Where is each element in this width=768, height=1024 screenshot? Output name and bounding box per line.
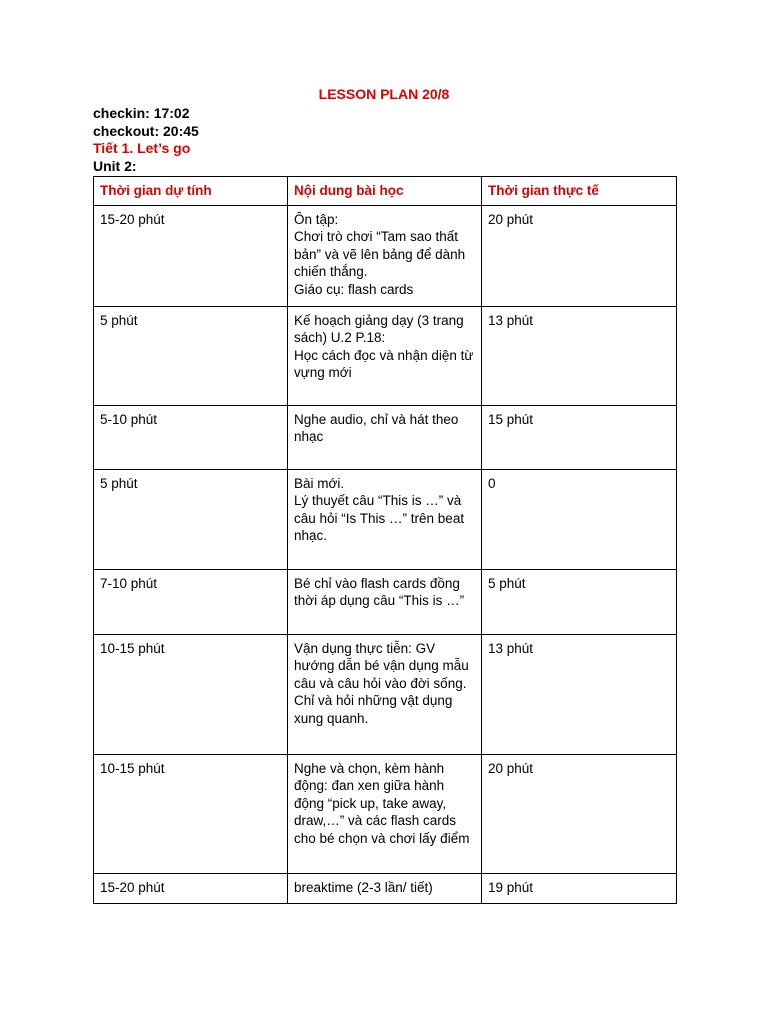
table-row xyxy=(94,405,677,469)
header-estimated-time: Thời gian dự tính xyxy=(94,177,288,206)
lesson-plan-title: LESSON PLAN 20/8 xyxy=(318,86,450,102)
table-row xyxy=(94,569,677,634)
estimated-time-cell: 15-20 phút xyxy=(94,205,288,306)
table-row xyxy=(94,873,677,903)
estimated-time-cell: 7-10 phút xyxy=(94,569,288,634)
actual-time-cell: 15 phút xyxy=(482,405,677,469)
lesson-content-cell: Vận dụng thực tiễn: GV hướng dẫn bé vận dụng mẫu câu và câu hỏi vào đời sống. Chỉ và hỏi những vật dụng xung quanh. xyxy=(288,634,482,754)
estimated-time-cell: 5 phút xyxy=(94,306,288,405)
lesson-content-cell: breaktime (2-3 lần/ tiết) xyxy=(288,873,482,903)
table-row xyxy=(94,634,677,754)
estimated-time-cell: 5-10 phút xyxy=(94,405,288,469)
actual-time-cell: 13 phút xyxy=(482,306,677,405)
table-header-row xyxy=(94,177,677,206)
lesson-plan-table xyxy=(93,176,677,904)
estimated-time-cell: 15-20 phút xyxy=(94,873,288,903)
header-actual-time: Thời gian thực tế xyxy=(482,177,677,206)
actual-time-cell: 20 phút xyxy=(482,205,677,306)
table-row xyxy=(94,205,677,306)
period-heading: Tiết 1. Let’s go xyxy=(93,140,191,156)
actual-time-cell: 5 phút xyxy=(482,569,677,634)
lesson-content-cell: Kế hoạch giảng dạy (3 trang sách) U.2 P.18: Học cách đọc và nhận diện từ vựng mới xyxy=(288,306,482,405)
actual-time-cell: 13 phút xyxy=(482,634,677,754)
unit-heading: Unit 2: xyxy=(93,158,137,174)
actual-time-cell: 0 xyxy=(482,469,677,569)
table-row xyxy=(94,306,677,405)
lesson-content-cell: Nghe và chọn, kèm hành động: đan xen giữa hành động “pick up, take away, draw,…” và các flash cards cho bé chọn và chơi lấy điểm xyxy=(288,754,482,873)
estimated-time-cell: 10-15 phút xyxy=(94,754,288,873)
lesson-content-cell: Nghe audio, chỉ và hát theo nhạc xyxy=(288,405,482,469)
checkin-time: checkin: 17:02 xyxy=(93,105,190,121)
table-row xyxy=(94,754,677,873)
estimated-time-cell: 5 phút xyxy=(94,469,288,569)
lesson-content-cell: Bài mới. Lý thuyết câu “This is …” và câu hỏi “Is This …” trên beat nhạc. xyxy=(288,469,482,569)
actual-time-cell: 20 phút xyxy=(482,754,677,873)
lesson-content-cell: Bé chỉ vào flash cards đồng thời áp dụng câu “This is …” xyxy=(288,569,482,634)
lesson-content-cell: Ôn tập: Chơi trò chơi “Tam sao thất bản” và vẽ lên bảng để dành chiến thắng. Giáo cụ: flash cards xyxy=(288,205,482,306)
checkout-time: checkout: 20:45 xyxy=(93,123,199,139)
actual-time-cell: 19 phút xyxy=(482,873,677,903)
table-row xyxy=(94,469,677,569)
estimated-time-cell: 10-15 phút xyxy=(94,634,288,754)
header-lesson-content: Nội dung bài học xyxy=(288,177,482,206)
